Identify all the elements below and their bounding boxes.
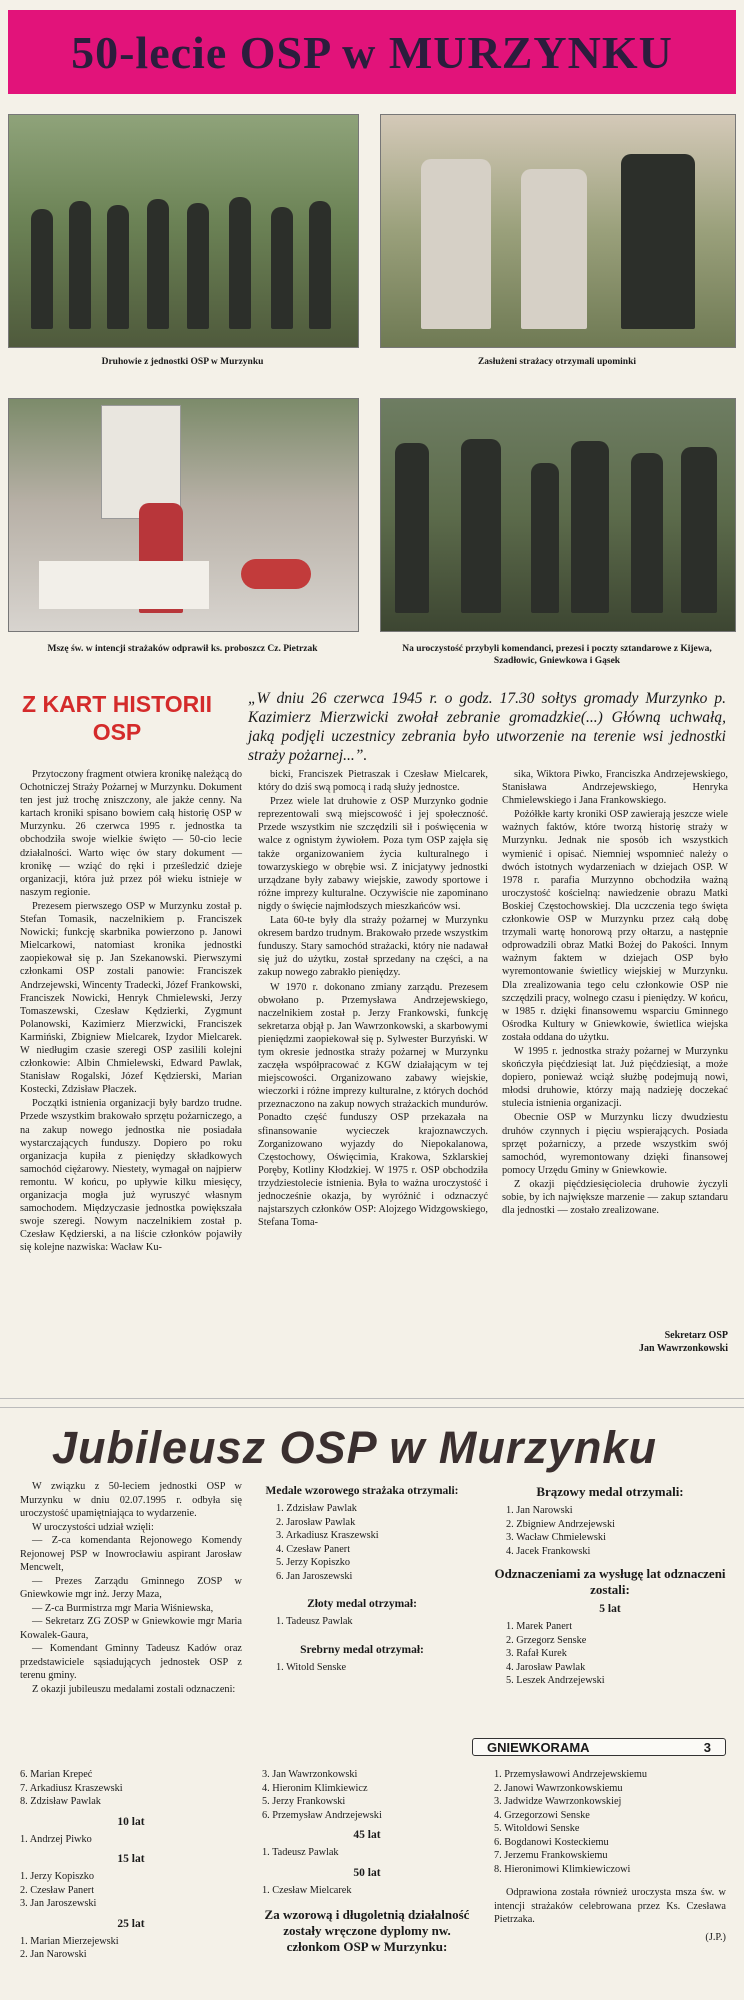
paragraph: Prezesem pierwszego OSP w Murzynku został p. Stefan Tomasik, naczelnikiem p. Franciszek Nowicki; funkcję skarbnika powierzono p. Janowi Mielcarkowi, natomiast kronika jednostki zaopiekował się p. Jan Szekanowski. Pierwszymi członkami OSP zostali panowie: Franciszek Andrzejewski, Wincenty Tradecki, Józef Frankowski, Franciszek Nowicki, Henryk Chmielewski, Jerzy Tomaszewski, Czesław Kędzierki, Zygmunt Polanowski, Kazimierz Mierzwicki, Franciszek Karmiński, Zbigniew Mielcarek, Izydor Mielcarek. W niedługim czasie szeregi OSP zasilili kolejni członkowie: Albin Chmielewski, Edward Pawlak, Stanisław Rogalski, Józef Kędzierski, Marian Kostecki, Zdzisław Płaczek. xyxy=(20,900,242,1096)
list-item: 3. Jan Wawrzonkowski xyxy=(262,1769,358,1780)
list-item: 2. Jan Narowski xyxy=(20,1949,87,1960)
paragraph: Przytoczony fragment otwiera kronikę należącą do Ochotniczej Straży Pożarnej w Murzynku. Dokument ten jest już trochę zniszczony, ale jakże cenny. Na kartach kroniki spisano bowiem całą historię OSP w Murzynku. 26 czerwca 1995 r. jednostka ta obchodziła swoje wielkie święto — 50-cio lecie działalności. Warto więc ów stary dokument — kronikę — wziąć do ręki i prześledzić dzieje organizacji, która już przez pół wieku istnieje w naszym regionie. xyxy=(20,769,242,898)
paragraph: Z okazji jubileuszu medalami zostali odznaczeni: xyxy=(32,1683,236,1695)
list-heading: 50 lat xyxy=(353,1866,381,1879)
banner xyxy=(8,10,736,94)
list-heading: Odznaczeniami za wysługę lat odznaczeni zostali: xyxy=(494,1566,726,1597)
list-item: 3. Rafał Kurek xyxy=(506,1648,567,1659)
list-heading: 10 lat xyxy=(117,1815,145,1828)
list-item: 3. Arkadiusz Kraszewski xyxy=(276,1530,379,1541)
list-heading: 5 lat xyxy=(599,1603,621,1615)
model-firefighter-medals xyxy=(262,1484,462,1674)
bronze-and-service xyxy=(494,1484,726,1688)
photo-caption: Mszę św. w intencji strażaków odprawił ks. proboszcz Cz. Pietrzak xyxy=(47,644,318,654)
divider xyxy=(0,1398,744,1408)
list-item: 1. Marek Panert xyxy=(506,1621,573,1632)
list-item: 5. Jerzy Kopiszko xyxy=(276,1557,351,1568)
paragraph: Obecnie OSP w Murzynku liczy dwudziestu druhów czynnych i pięciu wspierających. Posiada sprzęt pożarniczy, a przede wszystkim swój samochód, wyremontowany dzięki finansowej pomocy Urzędu Gminy w Gniewkowie. xyxy=(502,1112,728,1176)
jubilee-intro xyxy=(20,1480,242,1696)
list-heading: 15 lat xyxy=(117,1853,145,1865)
list-item: 8. Zdzisław Pawlak xyxy=(20,1796,101,1807)
paragraph: W 1995 r. jednostka straży pożarnej w Murzynku skończyła pięćdziesiąt lat. Już pięćdziesiąt, a może dopiero, ponieważ wciąż służbę podejmują nowi, młodsi druhowie, którzy mają nadzieję doczekać stulecia istnienia organizacji. xyxy=(502,1045,728,1110)
list-item: 1. Witold Senske xyxy=(276,1661,347,1673)
list-item: 4. Grzegorzowi Senske xyxy=(494,1809,590,1821)
signature xyxy=(578,1329,728,1355)
paragraph: — Z-ca Burmistrza mgr Maria Wiśniewska, xyxy=(32,1602,214,1614)
list-item: 7. Arkadiusz Kraszewski xyxy=(20,1782,123,1794)
history-quote: „W dniu 26 czerwca 1945 r. o godz. 17.30 sołtys gromady Murzynko p. Kazimierz Mierzwicki zwołał zebranie gromadzkie(...) Główną uchwałą, jaką podjęli uczestnicy zebrania było utworzenie na terenie wsi jednostki straży pożarnej...”. xyxy=(248,690,726,764)
list-item: 5. Witoldowi Senske xyxy=(494,1823,580,1834)
paragraph: W uroczystości udział wzięli: xyxy=(32,1521,154,1533)
list-item: 2. Grzegorz Senske xyxy=(506,1634,587,1646)
photo-firefighters xyxy=(8,114,359,348)
list-heading: Za wzorową i długoletnią działalność zostały wręczone dyplomy nw. członkom OSP w Murzynku: xyxy=(264,1907,470,1954)
list-item: 1. Andrzej Piwko xyxy=(20,1833,92,1845)
list-item: 4. Hieronim Klimkiewicz xyxy=(262,1782,368,1794)
closing-note: Odprawiona została również uroczysta msza św. w intencji strażaków celebrowana przez Ks. Czesława Pietrzaka. xyxy=(494,1887,726,1925)
photo-caption: Druhowie z jednostki OSP w Murzynku xyxy=(101,357,264,367)
list-item: 8. Hieronimowi Klimkiewiczowi xyxy=(494,1863,631,1875)
paragraph: Pożółkłe karty kroniki OSP zawierają jeszcze wiele ważnych faktów, które tworzą historię straży w Murzynku. Jednak nie sposób ich wszystkich wymienić i opisać. Niemniej wspomnieć należy o dwóch istotnych wydarzeniach w dziejach OSP. W 1978 r. parafia Murzynno obchodziła ważną uroczystość kościelną: nawiedzenie obrazu Matki Boskiej Częstochowskiej. Dla uczczenia tego święta członkowie OSP w Murzynku przez całą dobę trzymali wartę honorową przy ołtarzu, a następnie odprowadzili obraz Matki Bożej do Pakości. Innym ważnym faktem w dziejach OSP było wyremontowanie świetlicy wiejskiej w Murzynku. Dla zrealizowania tego celu członkowie OSP nie szczędzili pracy, wolnego czasu i pieniędzy. W końcu, w 1985 r. dzięki finansowemu wsparciu Gminnego Ośrodka Kultury w Gniewkowie, świetlica wiejska została oddana do użytku. xyxy=(502,809,728,1043)
photo-field-mass xyxy=(8,398,359,632)
paragraph: Przez wiele lat druhowie z OSP Murzynko godnie reprezentowali swą miejscowość i jej społeczność. Przede wszystkim nie szczędzili sił i poświęcenia w walce z ognistym żywiołem. Poza tym OSP zajęła się także organizowaniem życia kulturalnego i towarzyskiego w obrębie wsi. Z inicjatywy jednostki urządzane były zabawy wiejskie, zawody sportowe i różne imprezy kulturalne. Oczywiście nie zapominano nigdy o święcie najmłodszych mieszkańców wsi. xyxy=(258,796,488,912)
history-column-3 xyxy=(502,768,728,1218)
paragraph: — Komendant Gminny Tadeusz Kadów oraz przedstawiciele sąsiadujących jednostek OSP z terenu gminy. xyxy=(20,1643,242,1681)
history-column-2 xyxy=(258,768,488,1230)
list-item: 6. Marian Krepeć xyxy=(20,1769,93,1780)
photo-caption: Na uroczystość przybyli komendanci, prezesi i poczty sztandarowe z Kijewa, Szadłowic, Gniewkowa i Gąsek xyxy=(402,644,712,666)
service-continued-1 xyxy=(20,1768,242,1962)
list-item: 6. Przemysław Andrzejewski xyxy=(262,1809,382,1821)
list-heading: 45 lat xyxy=(353,1829,381,1841)
list-item: 1. Marian Mierzejewski xyxy=(20,1935,119,1947)
list-item: 1. Tadeusz Pawlak xyxy=(276,1616,353,1627)
list-item: 2. Janowi Wawrzonkowskiemu xyxy=(494,1782,623,1794)
publication-name: GNIEWKORAMA xyxy=(487,1739,590,1755)
list-item: 1. Przemysławowi Andrzejewskiemu xyxy=(494,1769,647,1780)
list-item: 3. Jan Jaroszewski xyxy=(20,1898,97,1909)
paragraph: sika, Wiktora Piwko, Franciszka Andrzejewskiego, Stanisława Andrzejewskiego, Henryka Chmielewskiego i Jana Frankowskiego. xyxy=(502,769,728,807)
list-item: 7. Jerzemu Frankowskiemu xyxy=(494,1850,608,1861)
signature-name: Jan Wawrzonkowski xyxy=(638,1343,728,1354)
paragraph: — Sekretarz ZG ZOSP w Gniewkowie mgr Maria Kowalek-Gaura, xyxy=(20,1616,242,1641)
list-heading: Medale wzorowego strażaka otrzymali: xyxy=(265,1485,459,1497)
list-item: 1. Zdzisław Pawlak xyxy=(276,1503,357,1514)
page-number: 3 xyxy=(703,1739,711,1755)
paragraph: Początki istnienia organizacji były bardzo trudne. Przede wszystkim brakowało sprzętu pożarniczego, a na zakup nowego jednostka nie posiadała wystarczających funduszy. Dopiero po roku organizacja kupiła z pieniędzy składkowych samochód ciężarowy. Niestety, wymagał on najpierw remontu. W końcu, po upływie kilku miesięcy, organizacja mogła już wyruszyć własnym samochodem. Międzyczasie jednostka powiększała swoje szeregi. Nowym naczelnikiem został p. Czesław Kędzierski, a na liście członków pojawiły się kolejne nazwiska: Wacław Ku- xyxy=(20,1098,242,1254)
paragraph: W 1970 r. dokonano zmiany zarządu. Prezesem obwołano p. Przemysława Andrzejewskiego, naczelnikiem został p. Jerzy Frankowski, funkcję sekretarza objął p. Jan Wawrzonkowski, a skarbowymi pieniędzmi zaopiekował się p. Sylwester Burzyński. W tym okresie jednostka straży pożarnej w Murzynku zaczęła współpracować z KGW działającym w tej miejscowości. Organizowano zabawy wiejskie, wieczorki i różne imprezy kulturalne, z których dochód przeznaczono na zakup nowych strażackich mundurów. Ponadto część funduszy OSP przekazała na sfinansowanie wycieczek krajoznawczych. Zorganizowano wyjazdy do Niepokalanowa, Częstochowy, Oświęcimia, Krakowa, Szklarskiej Poręby, Kotliny Kłodzkiej. W 1975 r. OSP obchodziła trzydziestolecie istnienia. Była to ważna uroczystość i jednocześnie okazja, by wyróżnić i odznaczyć najstarszych członków OSP: Alojzego Widzgowskiego, Stefana Toma- xyxy=(258,981,488,1229)
section-title: Z KART HISTORII OSP xyxy=(22,691,212,745)
jubilee-title: Jubileusz OSP w Murzynku xyxy=(52,1422,657,1473)
list-item: 2. Zbigniew Andrzejewski xyxy=(506,1518,615,1530)
list-item: 1. Jan Narowski xyxy=(506,1505,573,1516)
photo-guests xyxy=(380,398,736,632)
list-item: 1. Tadeusz Pawlak xyxy=(262,1847,339,1858)
photo-caption: Zasłużeni strażacy otrzymali upominki xyxy=(477,357,637,367)
list-item: 1. Jerzy Kopiszko xyxy=(20,1871,95,1882)
paragraph: — Z-ca komendanta Rejonowego Komendy Rejonowej PSP w Inowrocławiu aspirant Jarosław Mencwelt, xyxy=(20,1535,242,1573)
page-footer xyxy=(472,1738,726,1756)
list-item: 3. Jadwidze Wawrzonkowskiej xyxy=(494,1796,622,1807)
list-item: 1. Czesław Mielcarek xyxy=(262,1884,352,1896)
list-heading: Brązowy medal otrzymali: xyxy=(536,1484,684,1499)
list-item: 3. Wacław Chmielewski xyxy=(506,1532,606,1543)
banner-title: 50-lecie OSP w MURZYNKU xyxy=(71,26,673,78)
signature-role: Sekretarz OSP xyxy=(664,1330,728,1341)
list-item: 4. Jarosław Pawlak xyxy=(506,1661,586,1673)
paragraph: Z okazji pięćdziesięciolecia druhowie życzyli sobie, by ich największe marzenie — zakup sztandaru dla jednostki — zostało zrealizowane. xyxy=(502,1178,728,1217)
list-item: 6. Jan Jaroszewski xyxy=(276,1570,353,1582)
history-column-1 xyxy=(20,768,242,1255)
list-heading: Złoty medal otrzymał: xyxy=(307,1598,417,1610)
list-heading: Srebrny medal otrzymał: xyxy=(300,1643,424,1656)
paragraph: W związku z 50-leciem jednostki OSP w Murzynku w dniu 02.07.1995 r. odbyła się uroczystość upamiętniająca to wydarzenie. xyxy=(20,1481,242,1519)
list-item: 6. Bogdanowi Kosteckiemu xyxy=(494,1836,609,1848)
list-heading: 25 lat xyxy=(117,1917,145,1930)
diplomas-list xyxy=(494,1768,726,1944)
list-item: 4. Czesław Panert xyxy=(276,1543,351,1555)
paragraph: Lata 60-te były dla straży pożarnej w Murzynku okresem bardzo trudnym. Brakowało przede wszystkim funduszy. Stary samochód strażacki, który nie nadawał się już do użytku, został sprzedany na części, a na zakup nowego zabrakło pieniędzy. xyxy=(258,915,488,979)
list-item: 4. Jacek Frankowski xyxy=(506,1545,591,1557)
paragraph: — Prezes Zarządu Gminnego ZOSP w Gniewkowie mgr inż. Jerzy Maza, xyxy=(20,1575,242,1600)
list-item: 5. Jerzy Frankowski xyxy=(262,1796,346,1807)
paragraph: bicki, Franciszek Pietraszak i Czesław Mielcarek, który do dziś swą pomocą i radą służy jednostce. xyxy=(258,769,488,794)
list-item: 2. Jarosław Pawlak xyxy=(276,1516,356,1528)
photo-honored-firefighters xyxy=(380,114,736,348)
list-item: 5. Leszek Andrzejewski xyxy=(506,1675,605,1686)
service-continued-2 xyxy=(262,1768,472,1959)
author-initials: (J.P.) xyxy=(705,1931,726,1943)
list-item: 2. Czesław Panert xyxy=(20,1884,95,1896)
